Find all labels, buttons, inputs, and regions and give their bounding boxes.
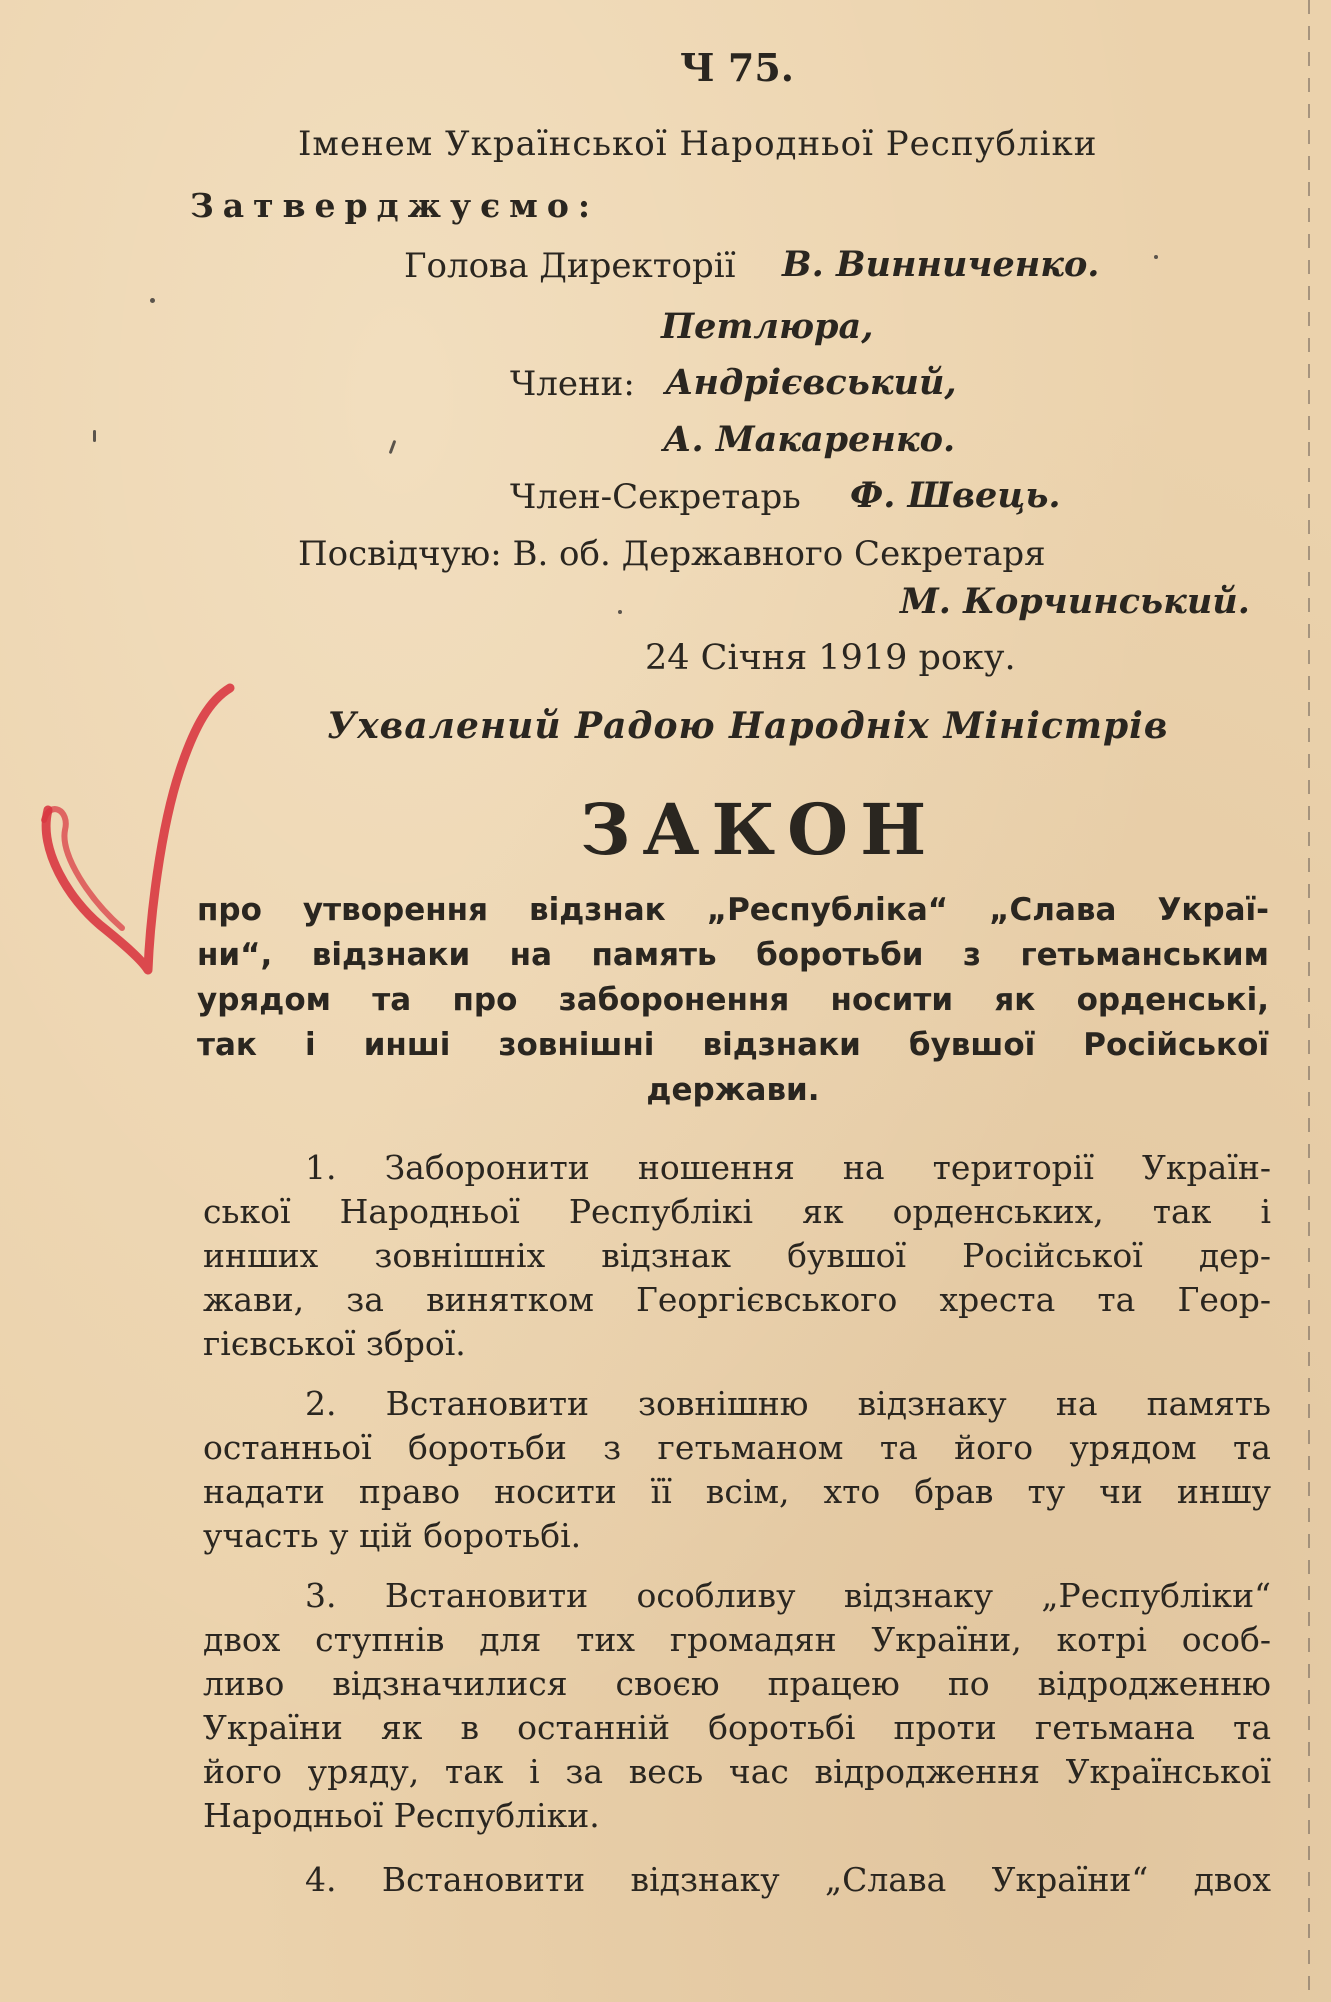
article-3 [203, 1574, 1271, 1838]
members-label: Члени: [510, 364, 635, 404]
article-line: жави, за винятком Георгієвського хреста та Геор- [203, 1280, 1271, 1319]
article-line: Народньої Республіки. [203, 1796, 600, 1835]
article-line: 2. Встановити зовнішню відзнаку на память [305, 1384, 1271, 1423]
article-4 [203, 1858, 1271, 1902]
secretary-label: Член-Секретарь [510, 477, 801, 517]
article-line: 4. Встановити відзнаку „Слава України“ двох [305, 1860, 1271, 1899]
approve-label: Затверджуємо: [190, 186, 600, 225]
page-number: Ч 75. [680, 45, 795, 90]
document-date: 24 Січня 1919 року. [645, 638, 1016, 678]
subtitle-line: ни“, відзнаки на память боротьби з гетьманським [197, 937, 1269, 973]
article-line: надати право носити її всім, хто брав ту чи иншу [203, 1472, 1271, 1511]
subtitle-line: держави. [646, 1072, 820, 1108]
subtitle-line: про утворення відзнак „Республіка“ „Слава Украї- [197, 892, 1269, 928]
article-1 [203, 1146, 1271, 1366]
signature-member-2: А. Макаренко. [663, 419, 956, 460]
article-line: двох ступнів для тих громадян України, котрі особ- [203, 1620, 1271, 1659]
article-line: його уряду, так і за весь час відродження Української [203, 1752, 1271, 1791]
preamble-line: Іменем Української Народньої Республіки [298, 124, 1098, 164]
certify-signature: М. Корчинський. [900, 581, 1250, 622]
subtitle-line: урядом та про заборонення носити як орденські, [197, 982, 1269, 1018]
ink-speck [93, 430, 96, 442]
ink-speck [150, 298, 155, 303]
law-title: ЗАКОН [580, 788, 939, 871]
certify-label: Посвідчую: В. об. Державного Секретаря [298, 534, 1046, 574]
article-line: гієвської зброї. [203, 1324, 466, 1363]
head-of-directorate-label: Голова Директорії [404, 246, 736, 286]
article-line: ливо відзначилися своєю працею по відродженню [203, 1664, 1271, 1703]
article-line: України як в останній боротьбі проти гетьмана та [203, 1708, 1271, 1747]
article-line: 1. Заборонити ношення на території Україн- [305, 1148, 1271, 1187]
secretary-signature: Ф. Швець. [850, 475, 1061, 516]
article-line: ської Народньої Республікі як орденських, так і [203, 1192, 1271, 1231]
subtitle-line: так і инші зовнішні відзнаки бувшої Російської [197, 1027, 1269, 1063]
article-line: инших зовнішніх відзнак бувшої Російської дер- [203, 1236, 1271, 1275]
article-line: участь у цій боротьбі. [203, 1516, 582, 1555]
signature-member-1: Андрієвський, [665, 362, 957, 403]
law-subtitle [197, 888, 1269, 1113]
ink-speck [389, 440, 397, 454]
ink-speck [618, 610, 622, 614]
article-line: 3. Встановити особливу відзнаку „Республіки“ [305, 1576, 1271, 1615]
ink-speck [1154, 255, 1158, 259]
page-edge-rule [1308, 0, 1310, 2002]
article-2 [203, 1382, 1271, 1558]
head-of-directorate-signature: В. Винниченко. [782, 244, 1100, 285]
signature-petliura: Петлюра, [661, 306, 874, 347]
approved-by-line: Ухвалений Радою Народніх Міністрів [327, 705, 1169, 747]
article-line: останньої боротьби з гетьманом та його урядом та [203, 1428, 1271, 1467]
